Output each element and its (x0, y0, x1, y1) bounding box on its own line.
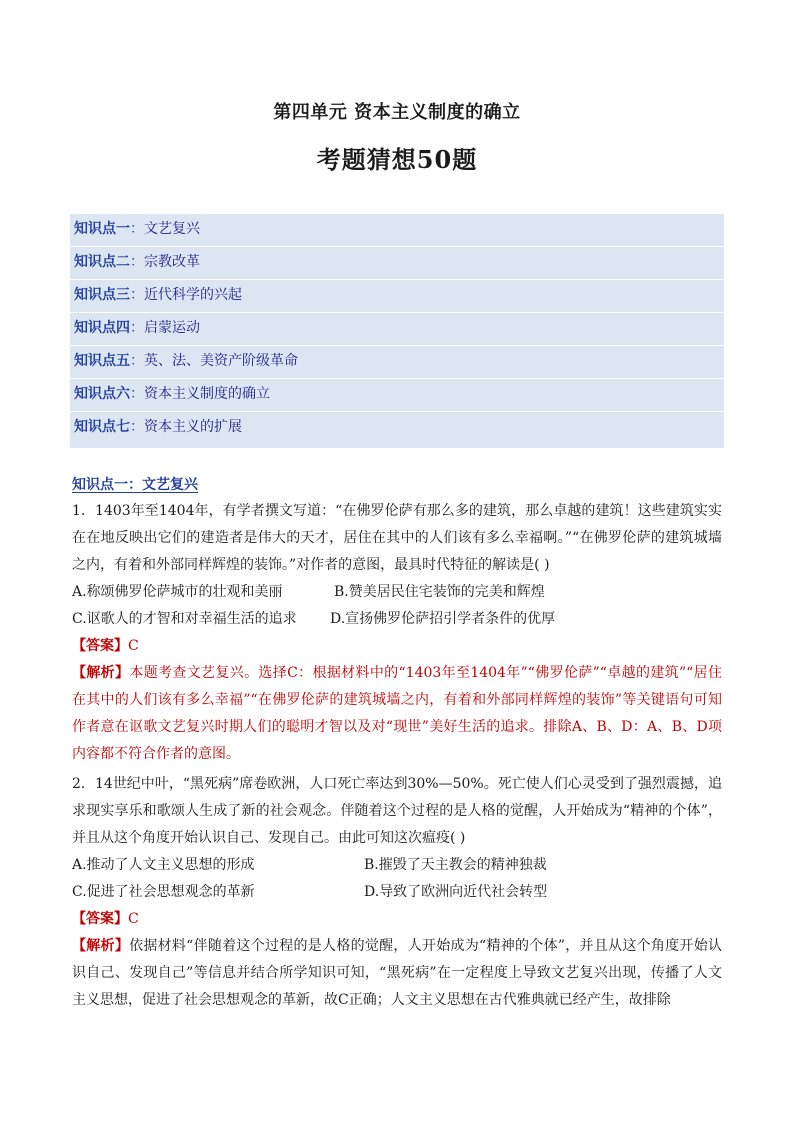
toc-item-key: 知识点三 (74, 287, 130, 303)
toc-item-text: 文艺复兴 (144, 221, 200, 237)
page-title: 第四单元 资本主义制度的确立 (273, 102, 521, 123)
question-2-stem: 2．14世纪中叶，“黑死病”席卷欧洲，人口死亡率达到30%—50%。死亡使人们心灵受到了强烈震撼，追求现实享乐和歌颂人生成了新的社会观念。伴随着这个过程的是人格的觉醒，人开始成为“精神的个体”，并且从这个角度开始认识自己、发现自己。由此可知这次瘟疫( ) (72, 776, 722, 846)
analysis-label: 【解析】 (72, 665, 130, 681)
question-2-options-row-1 (72, 852, 722, 879)
toc-item-text: 启蒙运动 (144, 320, 200, 336)
question-1-options-row-2 (72, 606, 722, 633)
question-1-option-c: C.讴歌人的才智和对幸福生活的追求 (72, 611, 297, 627)
toc-separator: ： (130, 221, 144, 237)
toc-item-key: 知识点四 (74, 320, 130, 336)
section-heading[interactable]: 知识点一：文艺复兴 (72, 477, 198, 493)
answer-value: C (128, 911, 139, 927)
toc-item-text: 资本主义的扩展 (144, 419, 242, 435)
toc-item[interactable] (70, 280, 724, 313)
table-of-contents (70, 214, 724, 448)
question-2-option-c: C.促进了社会思想观念的革新 (72, 884, 255, 900)
question-1-answer (72, 633, 139, 660)
toc-item[interactable] (70, 412, 724, 445)
toc-separator: ： (130, 353, 144, 369)
toc-item-key: 知识点六 (74, 386, 130, 402)
toc-separator: ： (130, 386, 144, 402)
toc-separator: ： (130, 287, 144, 303)
toc-item-text: 英、法、美资产阶级革命 (144, 353, 298, 369)
toc-item-key: 知识点五 (74, 353, 130, 369)
toc-item-text: 近代科学的兴起 (144, 287, 242, 303)
question-1-option-a: A.称颂佛罗伦萨城市的壮观和美丽 (72, 584, 283, 600)
toc-separator: ： (130, 254, 144, 270)
question-1-option-b: B.赞美居民住宅装饰的完美和辉煌 (334, 584, 545, 600)
toc-item[interactable] (70, 214, 724, 247)
answer-label: 【答案】 (72, 911, 128, 927)
question-2-option-d: D.导致了欧洲向近代社会转型 (364, 884, 548, 900)
toc-item-text: 资本主义制度的确立 (144, 386, 270, 402)
toc-item[interactable] (70, 247, 724, 280)
toc-item-text: 宗教改革 (144, 254, 200, 270)
toc-item[interactable] (70, 313, 724, 346)
question-2-option-a: A.推动了人文主义思想的形成 (72, 857, 255, 873)
answer-value: C (128, 638, 139, 654)
page-subtitle: 考题猜想50题 (316, 145, 478, 174)
question-2-answer (72, 906, 139, 933)
question-1-analysis (72, 660, 722, 768)
toc-separator: ： (130, 419, 144, 435)
toc-separator: ： (130, 320, 144, 336)
question-2-analysis (72, 933, 722, 1014)
question-1-stem: 1．1403年至1404年，有学者撰文写道：“在佛罗伦萨有那么多的建筑，那么卓越的建筑！这些建筑实实在在地反映出它们的建造者是伟大的天才，居住在其中的人们该有多么幸福啊。”“在佛罗伦萨的建筑城墙之内，有着和外部同样辉煌的装饰。”对作者的意图，最具时代特征的解读是( ) (72, 503, 722, 573)
question-1-option-d: D.宣扬佛罗伦萨招引学者条件的优厚 (330, 611, 556, 627)
toc-item[interactable] (70, 346, 724, 379)
toc-item-key: 知识点二 (74, 254, 130, 270)
analysis-label: 【解析】 (72, 938, 130, 954)
question-1-options-row-1 (72, 579, 722, 606)
analysis-text: 本题考查文艺复兴。选择C：根据材料中的“1403年至1404年”“佛罗伦萨”“卓越的建筑”“居住在其中的人们该有多么幸福”“在佛罗伦萨的建筑城墙之内，有着和外部同样辉煌的装饰”等关键语句可知作者意在讴歌文艺复兴时期人们的聪明才智以及对“现世”美好生活的追求。排除A、B、D：A、B、D项内容都不符合作者的意图。 (72, 665, 722, 762)
toc-item-key: 知识点一 (74, 221, 130, 237)
analysis-text: 依据材料“伴随着这个过程的是人格的觉醒，人开始成为“精神的个体”，并且从这个角度开始认识自己、发现自己”等信息并结合所学知识可知，“黑死病”在一定程度上导致文艺复兴出现，传播了人文主义思想，促进了社会思想观念的革新，故C正确；人文主义思想在古代雅典就已经产生，故排除 (72, 938, 722, 1008)
question-2-options-row-2 (72, 879, 722, 906)
answer-label: 【答案】 (72, 638, 128, 654)
toc-item-key: 知识点七 (74, 419, 130, 435)
toc-item[interactable] (70, 379, 724, 412)
question-2-option-b: B.摧毁了天主教会的精神独裁 (364, 857, 547, 873)
